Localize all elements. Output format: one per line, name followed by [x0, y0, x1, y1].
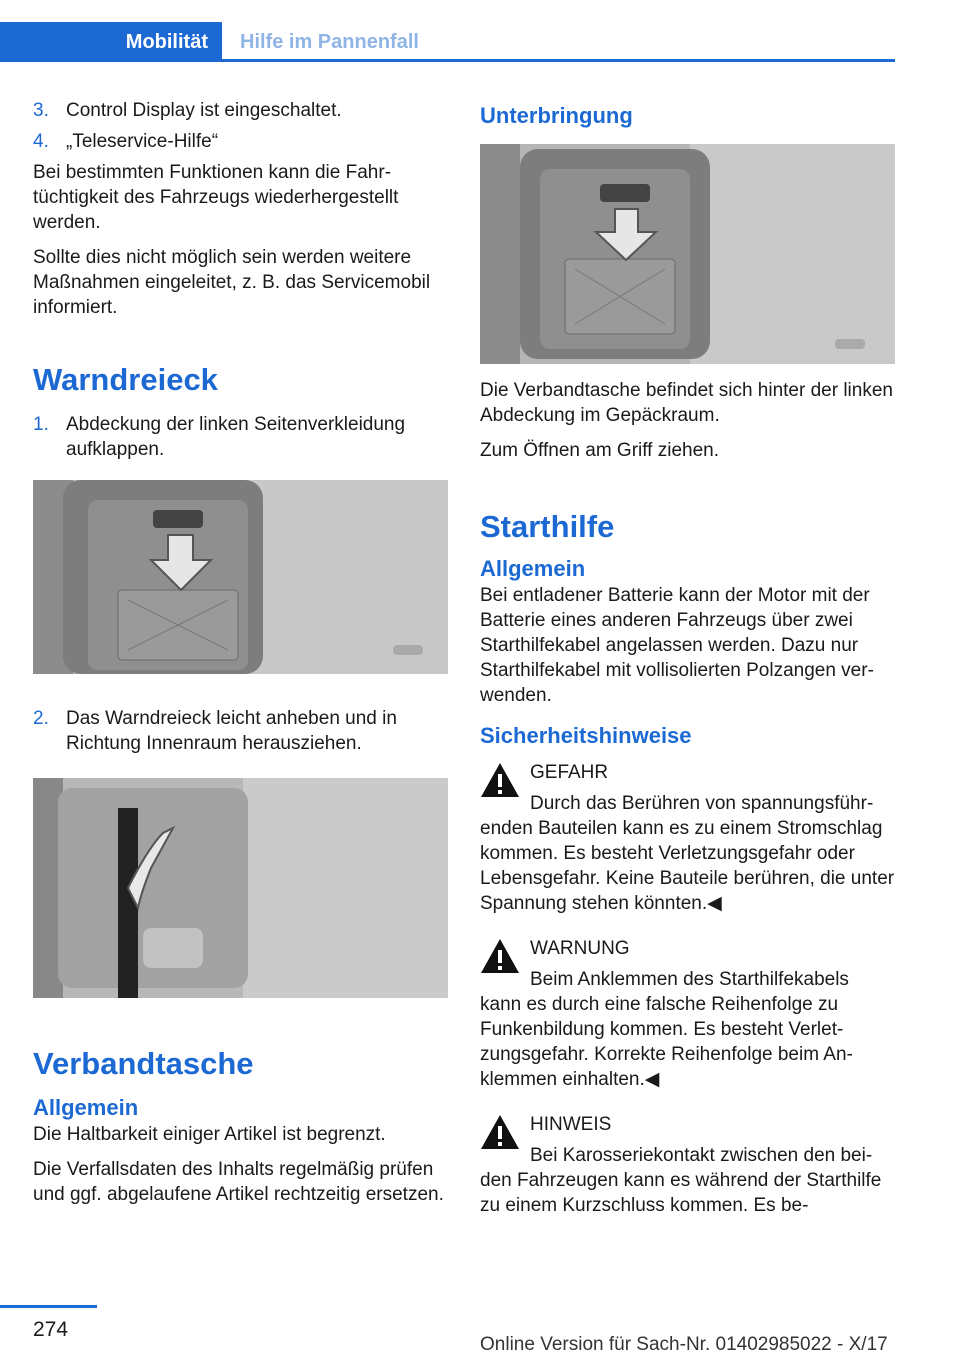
step-text: Das Warndreieck leicht anheben und in Richtung Innenraum herausziehen.	[66, 708, 397, 754]
step-number: 4.	[33, 131, 49, 152]
step-text: Abdeckung der linken Seitenverkleidung aufklappen.	[66, 414, 406, 460]
step-text: „Teleservice-Hilfe“	[66, 131, 219, 152]
step-text: Control Display ist eingeschaltet.	[66, 100, 342, 121]
warning-title: HINWEIS	[530, 1114, 612, 1135]
warning-body: Bei Karosseriekontakt zwischen den beiden Fahrzeugen kann es während der Starthilfe zu einem Kurzschluss kommen. Es be-	[480, 1145, 882, 1216]
step-4	[33, 129, 448, 154]
warning-triangle-icon	[480, 938, 520, 974]
warning-triangle-icon	[480, 762, 520, 798]
heading-verbandtasche: Verbandtasche	[33, 1046, 254, 1081]
section-tab-mobilitaet: Mobilität	[0, 22, 222, 62]
paragraph-massnahmen: Sollte dies nicht möglich sein werden weitere Maßnahmen eingeleitet, z. B. das Servicemobil informiert.	[33, 247, 431, 318]
right-column	[480, 98, 895, 1218]
paragraph-oeffnen: Zum Öffnen am Griff ziehen.	[480, 440, 720, 461]
footer-rule	[0, 1305, 97, 1308]
heading-warndreieck: Warndreieck	[33, 362, 218, 397]
header-rule	[222, 59, 895, 62]
subheading-unterbringung: Unterbringung	[480, 103, 633, 128]
photo-first-aid-storage	[480, 144, 895, 364]
warning-hinweis	[480, 1112, 895, 1218]
online-version-note: Online Version für Sach-Nr. 01402985022 - X/17	[480, 1334, 888, 1355]
subheading-allgemein: Allgemein	[33, 1095, 139, 1120]
paragraph-verfallsdaten: Die Verfallsdaten des Inhalts regelmäßig prüfen und ggf. abgelaufene Artikel rechtzeitig ersetzen.	[33, 1159, 444, 1205]
warning-title: WARNUNG	[530, 938, 630, 959]
paragraph-fahrtuechtigkeit: Bei bestimmten Funktionen kann die Fahrtüchtigkeit des Fahrzeugs wiederhergestellt werden.	[33, 162, 399, 233]
subheading-sicherheitshinweise: Sicherheitshinweise	[480, 723, 692, 748]
warning-warnung	[480, 936, 895, 1092]
left-column	[33, 98, 448, 1207]
warning-body: Beim Anklemmen des Starthilfekabels kann es durch eine falsche Reihenfolge zu Funkenbildung kommen. Es besteht Verletzungsgefahr. Korrekte Reihenfolge beim Anklemmen einhalten.◀	[480, 969, 853, 1090]
step-number: 3.	[33, 100, 49, 121]
paragraph-verbandtasche-ort: Die Verbandtasche befindet sich hinter der linken Abdeckung im Gepäckraum.	[480, 380, 893, 426]
warning-body: Durch das Berühren von spannungsführenden Bauteilen kann es zu einem Stromschlag kommen. Es besteht Verletzungsgefahr oder Lebensgefahr. Keine Bauteile berühren, die unter Spannung stehen könnten.◀	[480, 793, 895, 914]
warn-step-1	[33, 412, 448, 462]
paragraph-batterie: Bei entladener Batterie kann der Motor mit der Batterie eines anderen Fahrzeugs über zwei Starthilfekabel angelassen werden. Dazu nur Starthilfekabel mit vollisolierten Polzangen verwenden.	[480, 585, 874, 706]
photo-warning-triangle-removal	[33, 778, 448, 998]
step-number: 2.	[33, 708, 49, 729]
page-number: 274	[33, 1318, 69, 1341]
warning-title: GEFAHR	[530, 762, 609, 783]
step-3	[33, 98, 448, 123]
paragraph-haltbarkeit: Die Haltbarkeit einiger Artikel ist begrenzt.	[33, 1124, 386, 1145]
chapter-tab-pannenfall: Hilfe im Pannenfall	[240, 30, 419, 53]
warning-triangle-icon	[480, 1114, 520, 1150]
step-number: 1.	[33, 414, 49, 435]
page-header	[0, 22, 895, 62]
warn-step-2	[33, 706, 448, 756]
heading-starthilfe: Starthilfe	[480, 509, 615, 544]
subheading-allgemein-starthilfe: Allgemein	[480, 556, 586, 581]
photo-side-panel-open	[33, 480, 448, 674]
warning-gefahr	[480, 760, 895, 916]
